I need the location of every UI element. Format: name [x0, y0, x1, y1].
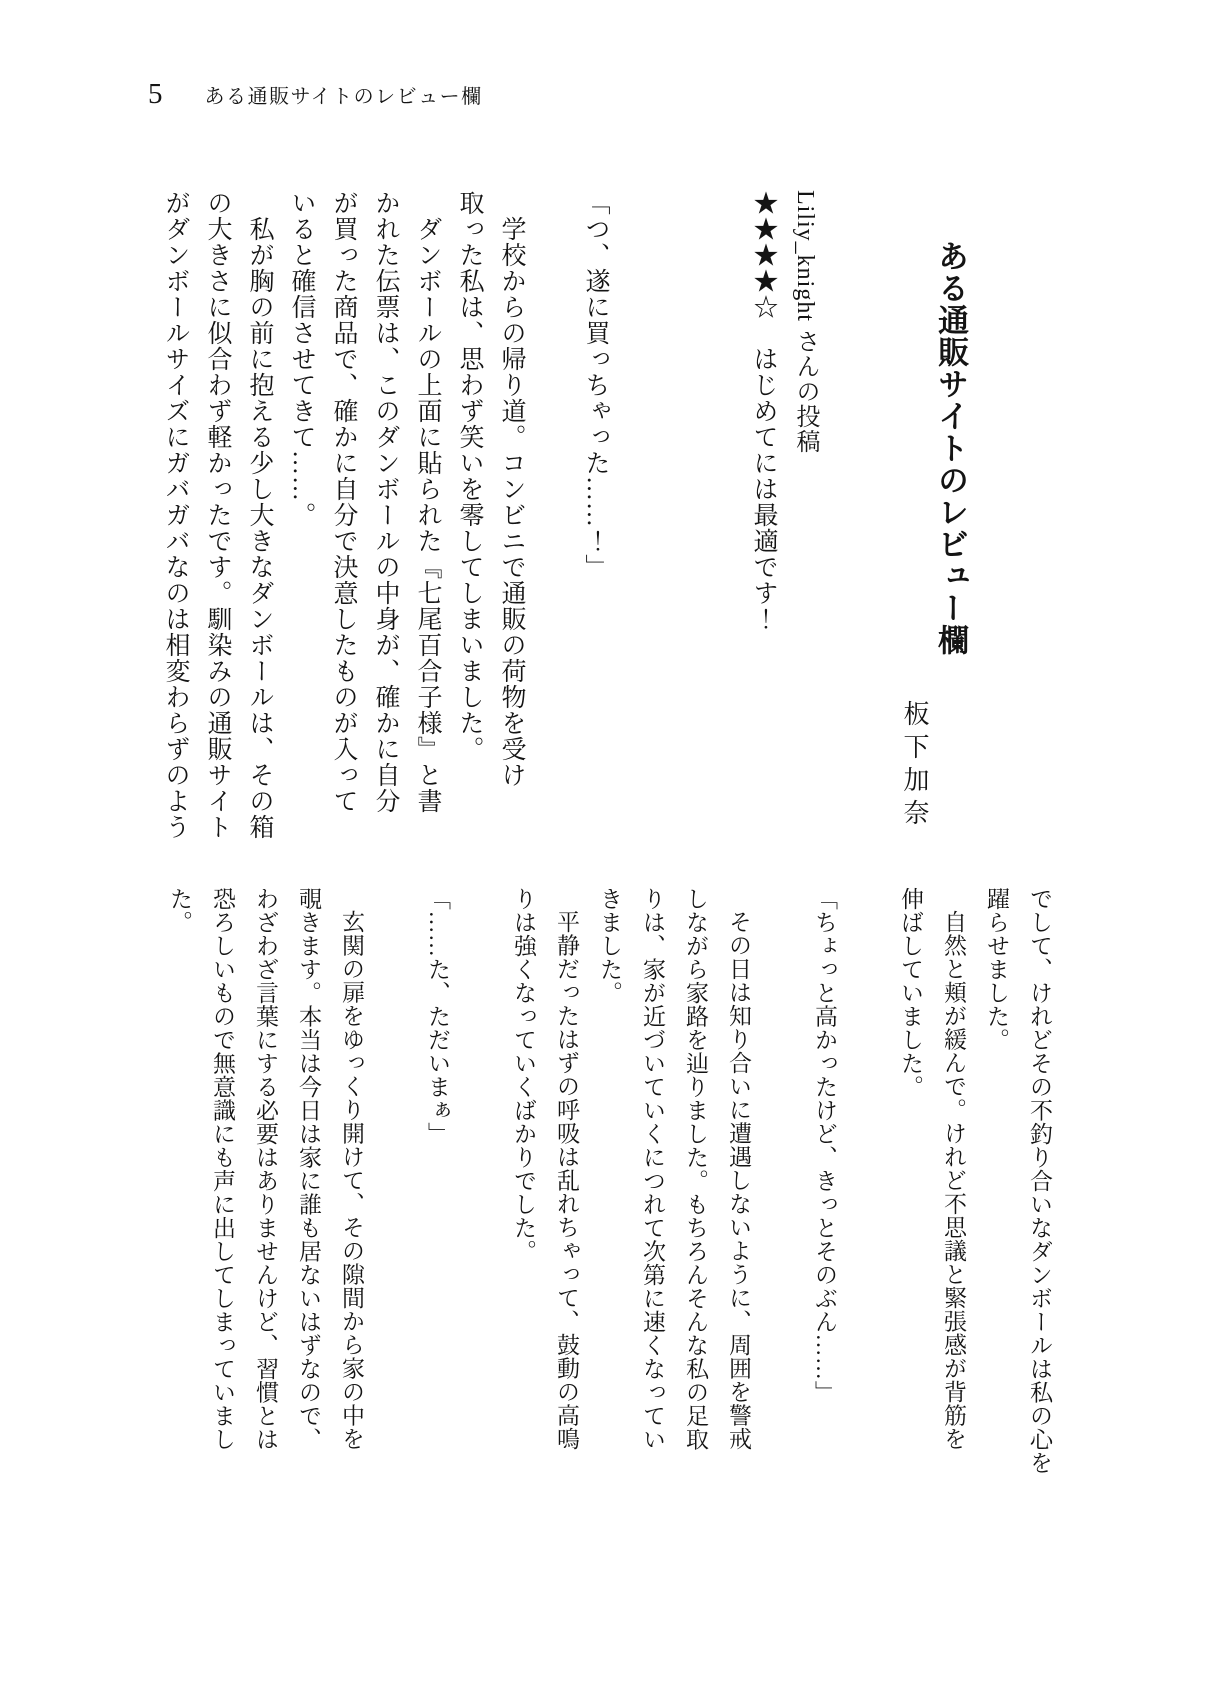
text-line: ダンボールの上面に貼られた『七尾百合子様』と書	[414, 216, 441, 814]
running-head: ある通販サイトのレビュー欄	[204, 86, 483, 108]
story-author: 板下加奈	[900, 700, 929, 832]
text-line: た。	[167, 887, 192, 934]
text-line: 伸ばしていました。	[898, 887, 923, 1099]
blank-line	[373, 887, 416, 1472]
text-line: の大きさに似合わず軽かったです。馴染みの通販サイト	[204, 190, 231, 840]
blank-line	[616, 190, 658, 850]
upper-text-block	[154, 190, 826, 850]
text-line: 恐ろしいもので無意識にも声に出してしまっていまし	[210, 887, 235, 1451]
text-line: 「つ、遂に買っちゃった……！」	[582, 190, 609, 580]
text-line: その日は知り合いに遭遇しないように、周囲を警戒	[726, 910, 751, 1451]
text-line: りは、家が近づいていくにつれて次第に速くなってい	[640, 887, 665, 1451]
text-line: いると確信させてきて……。	[288, 190, 315, 528]
text-line: でして、けれどその不釣り合いなダンボールは私の心を	[1027, 887, 1052, 1475]
text-line: 平静だったはずの呼吸は乱れちゃって、鼓動の高鳴	[554, 910, 579, 1451]
text-line: 自然と頬が緩んで。けれど不思議と緊張感が背筋を	[941, 910, 966, 1451]
text-line: 「ちょっと高かったけど、きっとそのぶん……」	[812, 887, 837, 1404]
text-line: 「……た、ただいまぁ」	[425, 887, 450, 1146]
blank-line	[459, 887, 502, 1472]
blank-line	[846, 887, 889, 1472]
blank-line	[700, 190, 742, 850]
text-line: かれた伝票は、このダンボールの中身が、確かに自分	[372, 190, 399, 814]
text-line: 学校からの帰り道。コンビニで通販の荷物を受け	[498, 216, 525, 788]
blank-line	[760, 887, 803, 1472]
page-number: 5	[148, 78, 163, 110]
text-line: わざわざ言葉にする必要はありませんけど、習慣とは	[253, 887, 278, 1451]
review-poster-line: Liliy_knight さんの投稿	[792, 190, 818, 454]
story-title: ある通販サイトのレビュー欄	[933, 240, 968, 656]
text-line: がダンボールサイズにガバガバなのは相変わらずのよう	[162, 190, 189, 840]
text-line: しながら家路を辿りました。もちろんそんな私の足取	[683, 887, 708, 1451]
text-line: 私が胸の前に抱える少し大きなダンボールは、その箱	[246, 216, 273, 840]
blank-line	[532, 190, 574, 850]
text-line: 玄関の扉をゆっくり開けて、その隙間から家の中を	[339, 910, 364, 1451]
text-line: 覗きます。本当は今日は家に誰も居ないはずなので、	[296, 887, 321, 1451]
lower-text-block	[158, 887, 1061, 1475]
review-stars-line: ★★★★☆ はじめてには最適です！	[750, 190, 777, 632]
text-line: 躍らせました。	[984, 887, 1009, 1052]
text-line: りは強くなっていくばかりでした。	[511, 887, 536, 1263]
page-header	[148, 78, 483, 111]
text-line: が買った商品で、確かに自分で決意したものが入って	[330, 190, 357, 814]
text-line: きました。	[597, 887, 622, 1005]
text-line: 取った私は、思わず笑いを零してしまいました。	[456, 190, 483, 762]
blank-line	[658, 190, 700, 850]
